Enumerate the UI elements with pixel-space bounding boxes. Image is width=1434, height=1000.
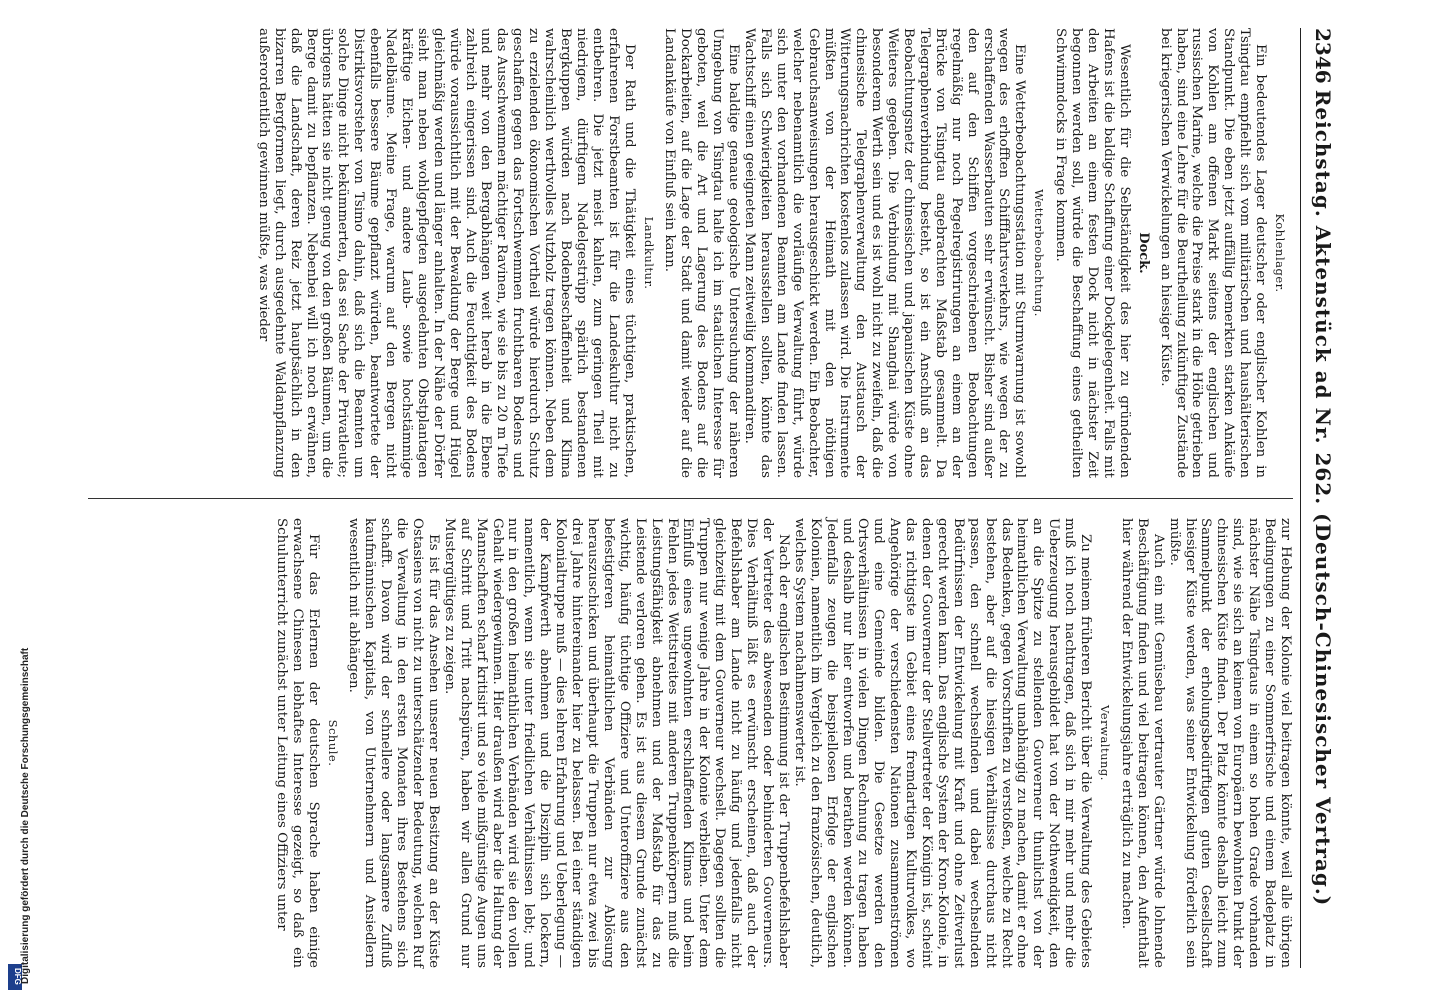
paragraph: Ein bedeutendes Lager deutscher oder englischer Kohlen in Tsingtau empfiehlt sich vom militärischen und haushälterischen Standpunkt. Die eben jetzt auffällig bemerkten starken Ankäufe von Kohlen am offenen Markt seitens der englischen und russischen Marine, welche die Preise stark in die Höhe getrieben haben, sind eine Lehre für die Beurtheilung zukünftiger Zustände bei kriegerischen Verwickelungen an hiesiger Küste. [1157,28,1269,478]
rotated-page [82,28,1337,968]
dfg-logo: DFG [8,964,22,990]
section-heading: Verwaltung. [1098,705,1113,781]
digitization-note: Digitalisierung gefördert durch die Deutsche Forschungsgemeinschaft [20,647,31,984]
paragraph: Eine baldige genaue geologische Untersuchung der näheren Umgebung von Tsingtau halte ich im staatlichen Interesse für geboten, weil die Art und Lagerung des Bodens auf die Dockarbeiten, auf die Lage der Stadt und damit wieder auf die Landankäufe von Einfluß sein kann. [662,28,742,478]
paragraph: zur Hebung der Kolonie viel beitragen könnte, weil alle übrigen Bedingungen zu einer Sommerfrische und einem Badeplatz in nächster Nähe Tsingtaus in einem so hohen Grade vorhanden sind, wie sie sich an keinem von Europäern bewohnten Punkt der chinesischen Küste finden. Der Platz könnte deshalb leicht zum Sammelpunkt der erholungsbedürftigen guten Gesellschaft hiesiger Küste werden, was seiner Entwickelung förderlich sein müßte. [1166,518,1293,968]
paragraph: Zu meinem früheren Bericht über die Verwaltung des Gebietes muß ich noch nachtragen, daß sich in mir mehr und mehr die Ueberzeugung herausgebildet hat von der Nothwendigkeit, den an die Spitze zu stellenden Gouverneur thunlichst von der heimathlichen Verwaltung unabhängig zu machen, damit er ohne das Bedenken, gegen Vorschriften zu verstoßen, welche zu Recht bestehen, aber auf die hiesigen Verhältnisse durchaus nicht passen, den schnell wechselnden und dabei wechselnden Bedürfnissen der Entwickelung mit Kraft und ohne Zeitverlust gerecht werden kann. Das englische System der Kron-Kolonie, in denen der Gouverneur der Stellvertreter der Königin ist, scheint das richtigste im Gebiet eines fremdartigen Kulturvolkes, wo Angehörige der verschiedensten Nationen zusammenströmen und eine Gemeinde bilden. Die Gesetze werden den Ortsverhältnissen in vielen Dingen Rechnung zu tragen haben und deshalb nur hier entworfen und berathen werden können. Jedenfalls zeugen die beispiellosen Erfolge der englischen Kolonien, namentlich im Vergleich zu den französischen, deutlich, welches System nachahmenswerter ist. [791,518,1094,968]
paragraph: Eine Wetterbeobachtungsstation mit Sturmwarnung ist sowohl wegen des erhofften Schifffahrtsverkehrs, wie wegen der zu erschaffenden Wasserbauten sehr erwünscht. Bisher sind außer den auf den Schiffen vorgeschriebenen Beobachtungen regelmäßig nur noch Pegelregistrirungen an einem an der Brücke von Tsingtau angebrachten Maßstab gesammelt. Da Telegraphenverbindung besteht, so ist ein Anschluß an das Beobachtungsnetz der chinesischen und japanischen Küste ohne Weiteres gegeben. Die Verbindung mit Shanghai würde von besonderem Werth sein und es ist wohl nicht zu zweifeln, daß die chinesische Telegraphenverwaltung den Austausch der Witterungsnachrichten kostenlos zulassen wird. Die Instrumente müßten von der Heimath mit den nöthigen Gebrauchsanweisungen herausgeschickt werden. Ein Beobachter, welcher nebenamtlich die vorläufige Verwaltung führt, würde sich unter den vorhandenen Beamten am Lande finden lassen. Falls sich Schwierigkeiten herausstellen sollten, könnte das Wachtschiff einen geeigneten Mann zeitweilig kommandiren. [742,28,1028,478]
section-heading: Landkultur. [641,216,656,290]
paragraph: Es ist für das Ansehen unserer neuen Besitzung an der Küste Ostasiens von nicht zu unterschätzender Bedeutung, welchen Ruf die Verwaltung in den ersten Monaten ihres Bestehens sich schafft. Davon wird der schnellere oder langsamere Zufluß kaufmännischen Kapitals, von Unternehmern und Ansiedlern wesentlich mit abhängen. [346,518,441,968]
page-header [1300,28,1337,968]
paragraph: Wesentlich für die Selbständigkeit des hier zu gründenden Hafens ist die baldige Schaffung einer Dockgelegenheit. Falls mit den Arbeiten an einem festen Dock nicht in nächster Zeit begonnen werden soll, würde die Beschaffung eines getheilten Schwimmdocks in Frage kommen. [1053,28,1132,478]
paragraph: Für das Erlernen der deutschen Sprache haben einige erwachsene Chinesen lebhaftes Interesse gezeigt, so daß ein Schulunterricht zunächst unter Leitung eines Offiziers unter [273,518,321,968]
page-number: 2346 [1311,28,1335,84]
digitization-footer [0,0,31,1000]
section-heading: Kohlenlager. [1273,213,1287,293]
section-heading: Dock. [1135,232,1151,274]
column-divider [88,498,1293,499]
left-text-column [255,28,1293,478]
section-heading: Schule. [325,719,340,767]
paragraph: Auch ein mit Gemüsebau vertrauter Gärtner würde lohnende Beschäftigung finden und viel beitragen können, den Aufenthalt hier während der Entwickelungsjahre erträglich zu machen. [1118,518,1166,968]
paragraph: Der Rath und die Thätigkeit eines tüchtigen, praktischen, erfahrenen Forstbeamten ist für die Landeskultur nicht zu entbehren. Die jetzt meist kahlen, zum geringen Theil mit niedrigem, dürftigem Nadelgestrüpp spärlich bestandenen Bergkuppen würden nach Bodenbeschaffenheit und Klima wahrscheinlich werthvolles Nutzholz tragen können. Neben dem zu erzielenden ökonomischen Vortheil würde hierdurch Schutz geschaffen gegen das Fortschwemmen fruchtbaren Bodens und das Ausschwemmen mächtiger Ravinen, wie sie bis zu 20 m Tiefe und mehr von den Bergabhängen weit herab in die Ebene zahlreich eingerissen sind. Auch die Feuchtigkeit des Bodens würde voraussichtlich mit der Bewaldung der Berge und Hügel gleichmäßig werden und länger anhalten. In der Nähe der Dörfer sieht man neben wohlgepflegten ausgedehnten Obstplantagen kräftige Eichen- und andere Laub- sowie hochstämmige Nadelbäume. Meine Frage, warum auf den Bergen nicht ebenfalls bessere Bäume gepflanzt würden, beantwortete der Distriktsvorsteher von Tsimo dahin, daß sich die Beamten um solche Dinge nicht bekümmerten, das sei Sache der Privatleute; übrigens hätten sie nicht genug von den großen Bäumen, um die Berge damit zu bepflanzen. Nebenbei will ich noch erwähnen, daß die Landschaft, deren Reiz jetzt hauptsächlich in den bizarren Bergformen liegt, durch ausgedehnte Waldanpflanzung außerordentlich gewinnen müßte, was wieder [255,28,637,478]
right-text-column [273,518,1293,968]
header-title: Reichstag. Aktenstück ad Nr. 262. (Deutsch-Chinesischer Vertrag.) [1311,89,1335,907]
section-heading: Wetterbeobachtung. [1032,189,1047,317]
paragraph: Nach der englischen Bestimmung ist der Truppenbefehlshaber der Vertreter des abwesenden oder behinderten Gouverneurs. Dies Verhältniß läßt es erwünscht erscheinen, daß auch der Befehlshaber am Lande nicht zu häufig und jedenfalls nicht gleichzeitig mit dem Gouverneur wechselt. Dagegen sollten die Truppen nur wenige Jahre in der Kolonie verbleiben. Unter dem Einfluß eines ungewohnten erschlaffenden Klimas und beim Fehlen jedes Wettstreites mit anderen Truppenkörpern muß die Leistungsfähigkeit abnehmen und der Maßstab für das zu Leistende verloren gehen. Es ist aus diesem Grunde zunächst wichtig, häufig tüchtige Offiziere und Unteroffiziere aus den befestigteren heimathlichen Verbänden zur Ablösung herauszuschicken und überhaupt die Truppen nur etwa zwei bis drei Jahre hintereinander hier zu belassen. Bei einer ständigen Kolonialtruppe muß — dies lehren Erfahrung und Ueberlegung — der Kampfwerth abnehmen und die Disziplin sich lockern, namentlich, wenn sie unter friedlichen Verhältnissen lebt; und nur in den großen heimathlichen Verbänden wird sie den vollen Gehalt wiedergewinnen. Hier draußen wird aber die Haltung der Mannschaften scharf kritisirt und so viele mißgünstige Augen uns auf Schritt und Tritt nachspüren, haben wir allen Grund nur Mustergültiges zu zeigen. [441,518,791,968]
